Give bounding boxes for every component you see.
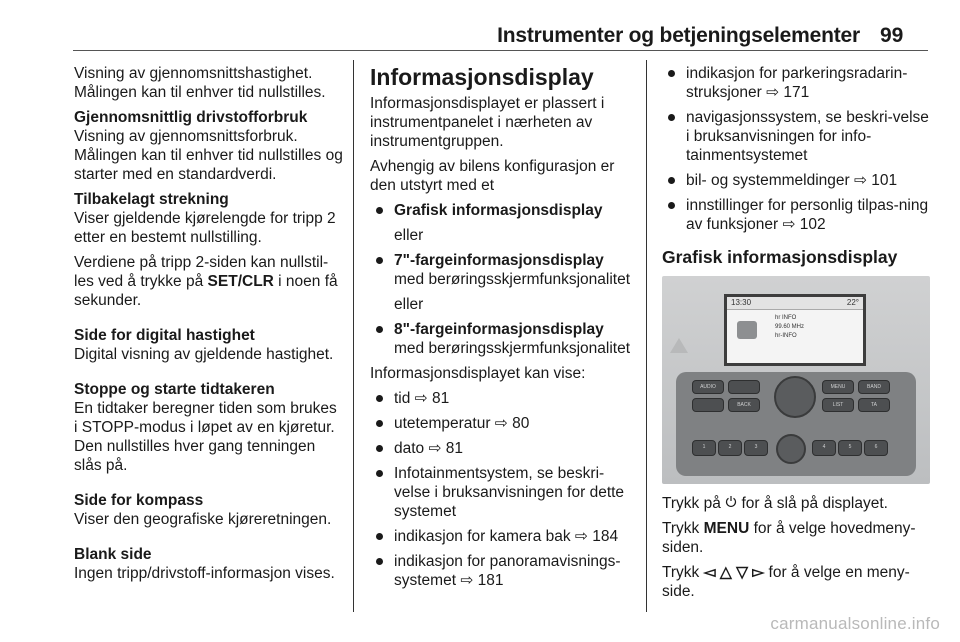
arrow-keys-icon: ◅ △ ▽ ▻ xyxy=(703,564,765,581)
list-item: indikasjon for panoramavisnings‐systemet ⇨ 181 xyxy=(370,552,635,590)
reset-text-a: Verdiene på tripp 2-siden kan nullstil‐les ved å trykke på xyxy=(74,254,329,290)
heading-blank-page: Blank side xyxy=(74,546,152,563)
preset-3: 3 xyxy=(744,440,768,456)
display-screen xyxy=(724,294,866,366)
column-middle xyxy=(370,64,635,596)
preset-5: 5 xyxy=(838,440,862,456)
screen-station-2: hr-INFO xyxy=(775,333,797,339)
section-title: Informasjonsdisplay xyxy=(370,64,594,90)
screen-status-bar xyxy=(727,297,863,310)
or-text-2: eller xyxy=(394,296,424,313)
option-8inch-rest: med berøringsskjermfunksjonalitet xyxy=(394,340,631,357)
list-item xyxy=(370,320,635,358)
list-button: LIST xyxy=(822,398,854,412)
power-text-b: for å slå på displayet. xyxy=(737,495,888,512)
display-content-list xyxy=(370,389,635,590)
power-icon xyxy=(725,494,737,513)
paragraph-reset xyxy=(74,253,344,310)
screen-frequency: 99.60 MHz xyxy=(775,324,805,330)
paragraph-avg-fuel: Visning av gjennomsnittsforbruk. Målingen kan til enhver tid nullstilles og starter med en standardverdi. xyxy=(74,128,343,183)
list-item: indikasjon for kamera bak ⇨ 184 xyxy=(370,527,635,546)
power-text-a: Trykk på xyxy=(662,495,726,512)
paragraph-timer: En tidtaker beregner tiden som brukes i STOPP-modus i løpet av en kjøretur. Den nullstilles hver gang tenningen slås på. xyxy=(74,400,337,474)
list-item: tid ⇨ 81 xyxy=(370,389,635,408)
media-button xyxy=(692,398,724,412)
band-button: BAND xyxy=(858,380,890,394)
menu-text-b: for å velge hovedmeny-siden. xyxy=(662,520,916,556)
paragraph-can-show: Informasjonsdisplayet kan vise: xyxy=(370,365,586,382)
audio-button: AUDIO xyxy=(692,380,724,394)
column-divider-2 xyxy=(646,60,647,612)
paragraph-config: Avhengig av bilens konfigurasjon er den utstyrt med et xyxy=(370,158,615,194)
preset-1: 1 xyxy=(692,440,716,456)
list-item: navigasjonssystem, se beskri‐velse i bruksanvisningen for info‐tainmentsystemet xyxy=(662,108,932,165)
radio-icon xyxy=(737,321,757,339)
display-options-list-2 xyxy=(370,251,635,289)
subsection-title: Grafisk informasjonsdisplay xyxy=(662,247,898,267)
heading-timer: Stoppe og starte tidtakeren xyxy=(74,381,275,398)
paragraph-power-on xyxy=(662,494,932,513)
preset-2: 2 xyxy=(718,440,742,456)
heading-distance: Tilbakelagt strekning xyxy=(74,191,229,208)
preset-4: 4 xyxy=(812,440,836,456)
hazard-warning-icon xyxy=(670,338,688,353)
page-header-title: Instrumenter og betjeningselementer xyxy=(497,24,860,47)
page-number: 99 xyxy=(880,24,904,47)
list-item: bil- og systemmeldinger ⇨ 101 xyxy=(662,171,932,190)
display-options-list-3 xyxy=(370,320,635,358)
navigation-knob xyxy=(774,376,816,418)
paragraph-digital-speed: Digital visning av gjeldende hastighet. xyxy=(74,346,334,363)
power-volume-knob xyxy=(776,434,806,464)
list-item: Infotainmentsystem, se beskri‐velse i bruksanvisningen for dette systemet xyxy=(370,464,635,521)
display-content-list-cont xyxy=(662,64,932,234)
menu-key: MENU xyxy=(703,520,750,537)
paragraph-distance: Viser gjeldende kjørelengde for tripp 2 etter en bestemt nullstilling. xyxy=(74,210,336,246)
heading-avg-fuel: Gjennomsnittlig drivstofforbruk xyxy=(74,109,308,126)
reset-text-b: i noen få sekunder. xyxy=(74,273,338,309)
list-item: indikasjon for parkeringsradarin‐struksjoner ⇨ 171 xyxy=(662,64,932,102)
menu-button-fig: MENU xyxy=(822,380,854,394)
menu-text-a: Trykk xyxy=(662,520,704,537)
column-left xyxy=(74,64,344,589)
or-text-1: eller xyxy=(394,227,424,244)
list-item xyxy=(370,201,635,220)
paragraph-menu xyxy=(662,519,932,557)
option-7inch-rest: med berøringsskjermfunksjonalitet xyxy=(394,271,631,288)
column-divider-1 xyxy=(353,60,354,612)
list-item xyxy=(370,251,635,289)
paragraph-blank-page: Ingen tripp/drivstoff-informasjon vises. xyxy=(74,565,335,582)
heading-digital-speed: Side for digital hastighet xyxy=(74,327,255,344)
set-clr-key: SET/CLR xyxy=(207,273,274,290)
arrows-text-a: Trykk xyxy=(662,564,704,581)
paragraph-compass: Viser den geografiske kjøreretningen. xyxy=(74,511,332,528)
option-graphic: Grafisk informasjonsdisplay xyxy=(394,202,603,219)
ta-button: TA xyxy=(858,398,890,412)
screen-temp: 22° xyxy=(846,298,859,307)
option-7inch: 7"-fargeinformasjonsdisplay xyxy=(394,252,604,269)
option-8inch: 8"-fargeinformasjonsdisplay xyxy=(394,321,604,338)
screen-station: hr INFO xyxy=(775,315,797,321)
header-divider xyxy=(73,50,928,51)
arrows-text-b: for å velge en meny-side. xyxy=(662,564,910,600)
back-button: BACK xyxy=(728,398,760,412)
list-item: utetemperatur ⇨ 80 xyxy=(370,414,635,433)
heading-compass: Side for kompass xyxy=(74,492,204,509)
list-item: innstillinger for personlig tilpas‐ning av funksjoner ⇨ 102 xyxy=(662,196,932,234)
preset-6: 6 xyxy=(864,440,888,456)
list-item: dato ⇨ 81 xyxy=(370,439,635,458)
watermark: carmanualsonline.info xyxy=(770,614,940,633)
paragraph-arrows xyxy=(662,563,932,601)
screen-clock: 13:30 xyxy=(731,298,752,307)
paragraph-location: Informasjonsdisplayet er plassert i instrumentpanelet i nærheten av instrumentgruppen. xyxy=(370,95,605,150)
column-right xyxy=(662,64,932,607)
paragraph-avg-speed: Visning av gjennomsnittshastighet. Målingen kan til enhver tid nullstilles. xyxy=(74,65,326,101)
phone-button xyxy=(728,380,760,394)
display-options-list xyxy=(370,201,635,220)
control-panel xyxy=(676,372,916,476)
info-display-photo xyxy=(662,276,930,484)
